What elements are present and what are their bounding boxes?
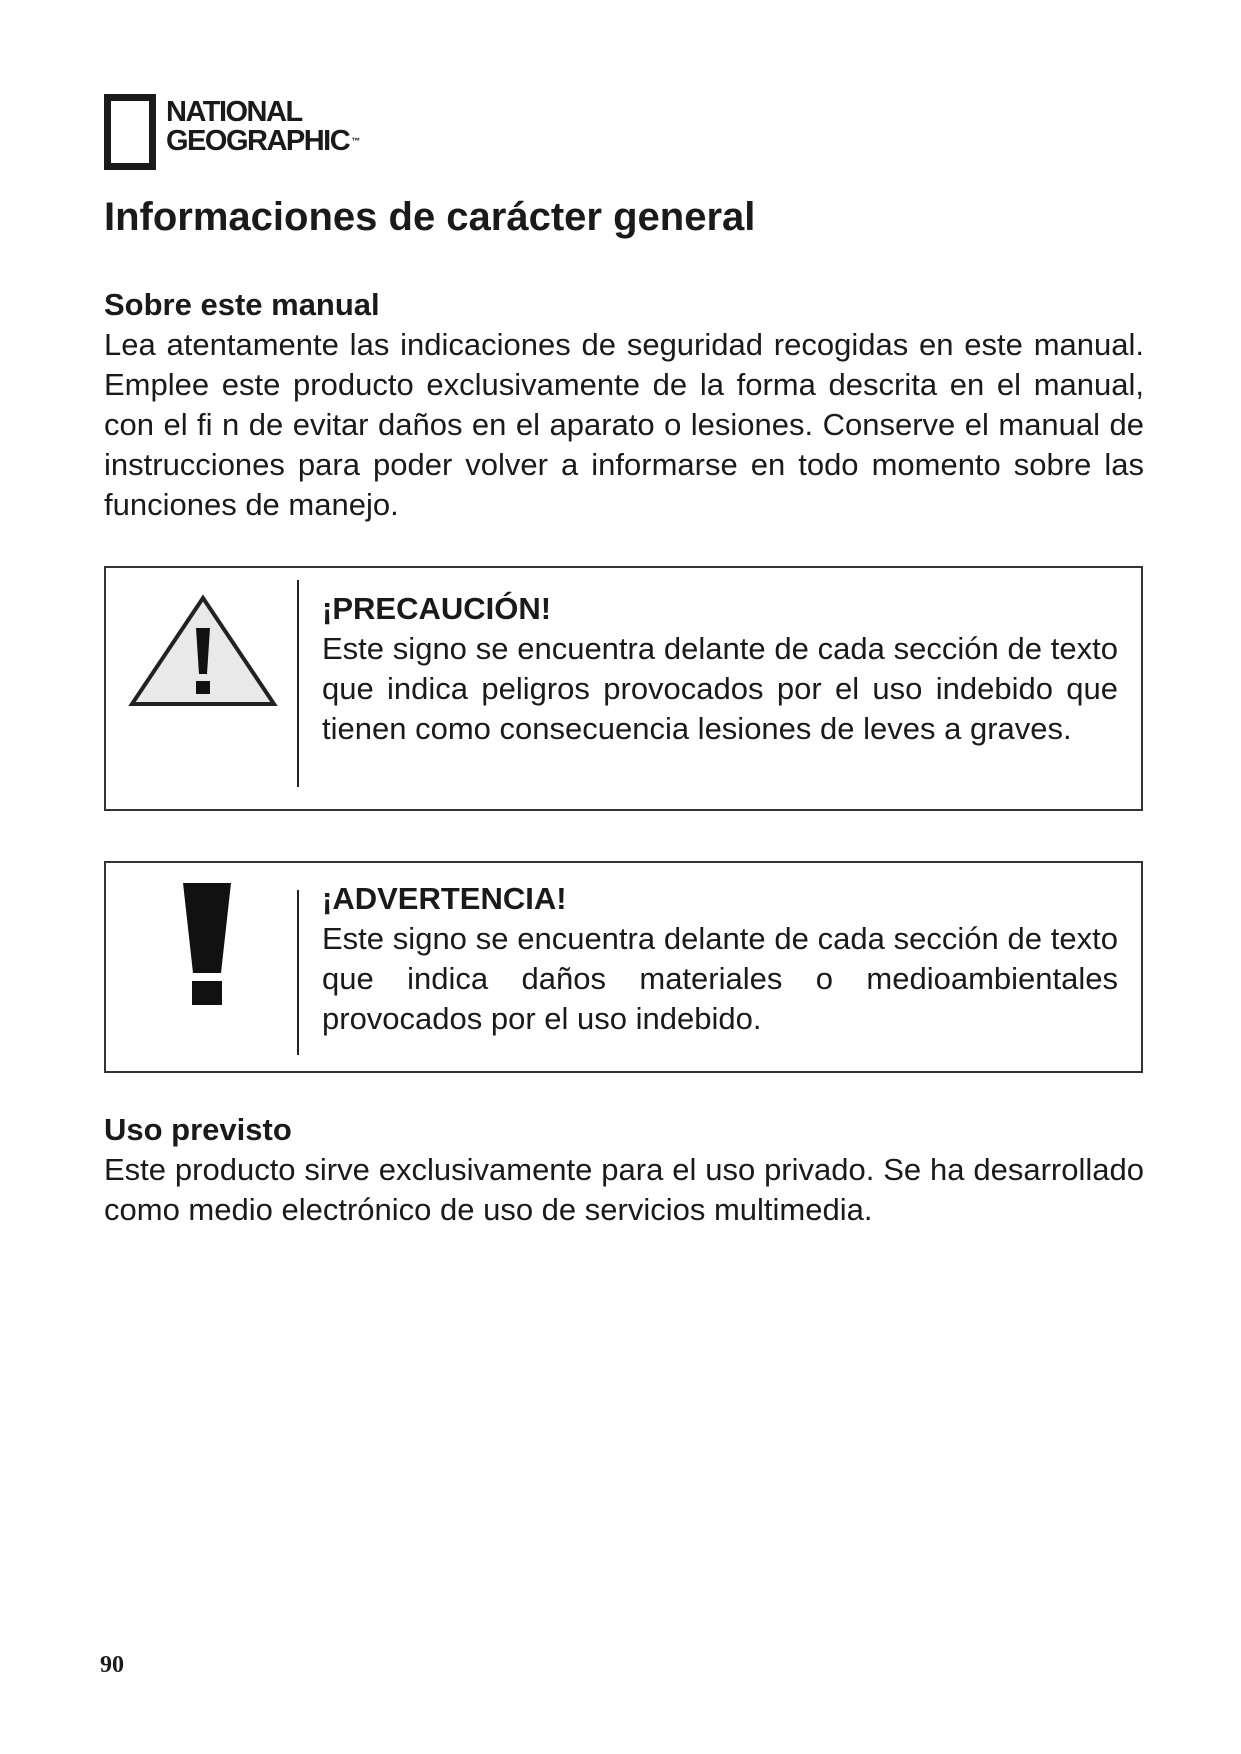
logo-line-2: GEOGRAPHIC <box>166 125 350 157</box>
warning-box <box>104 861 1143 1073</box>
intended-use-heading: Uso previsto <box>104 1112 292 1147</box>
warning-divider <box>297 890 299 1055</box>
caution-text: Este signo se encuentra delante de cada sección de texto que indica peligros provocados por el uso indebido que tienen como consecuencia lesiones de leves a graves. <box>322 631 1118 746</box>
intended-use-text: Este producto sirve exclusivamente para el uso privado. Se ha desarrollado como medio electrónico de uso de servicios multimedia. <box>104 1152 1144 1227</box>
warning-triangle-icon <box>126 592 280 710</box>
page-number: 90 <box>100 1652 124 1678</box>
logo-yellow-border-mark <box>104 94 156 170</box>
caution-content <box>322 589 1118 749</box>
warning-text: Este signo se encuentra delante de cada sección de texto que indica daños materiales o medioambientales provocados por el uso indebido. <box>322 921 1118 1036</box>
logo-line-1: NATIONAL <box>166 96 302 128</box>
caution-box <box>104 566 1143 811</box>
logo-wordmark <box>166 98 360 156</box>
caution-divider <box>297 580 299 787</box>
warning-content <box>322 879 1118 1039</box>
page-title: Informaciones de carácter general <box>104 195 756 239</box>
about-manual-text: Lea atentamente las indicaciones de seguridad recogidas en este manual. Emplee este producto exclusivamente de la forma descrita en el manual, con el fi n de evitar daños en el aparato o lesiones. Conserve el manual de instrucciones para poder volver a informarse en todo momento sobre las funciones de manejo. <box>104 327 1144 522</box>
logo-trademark: ™ <box>351 136 361 146</box>
exclamation-icon <box>126 881 280 1005</box>
caution-title: ¡PRECAUCIÓN! <box>322 591 552 626</box>
about-manual-heading: Sobre este manual <box>104 287 380 322</box>
warning-title: ¡ADVERTENCIA! <box>322 881 567 916</box>
